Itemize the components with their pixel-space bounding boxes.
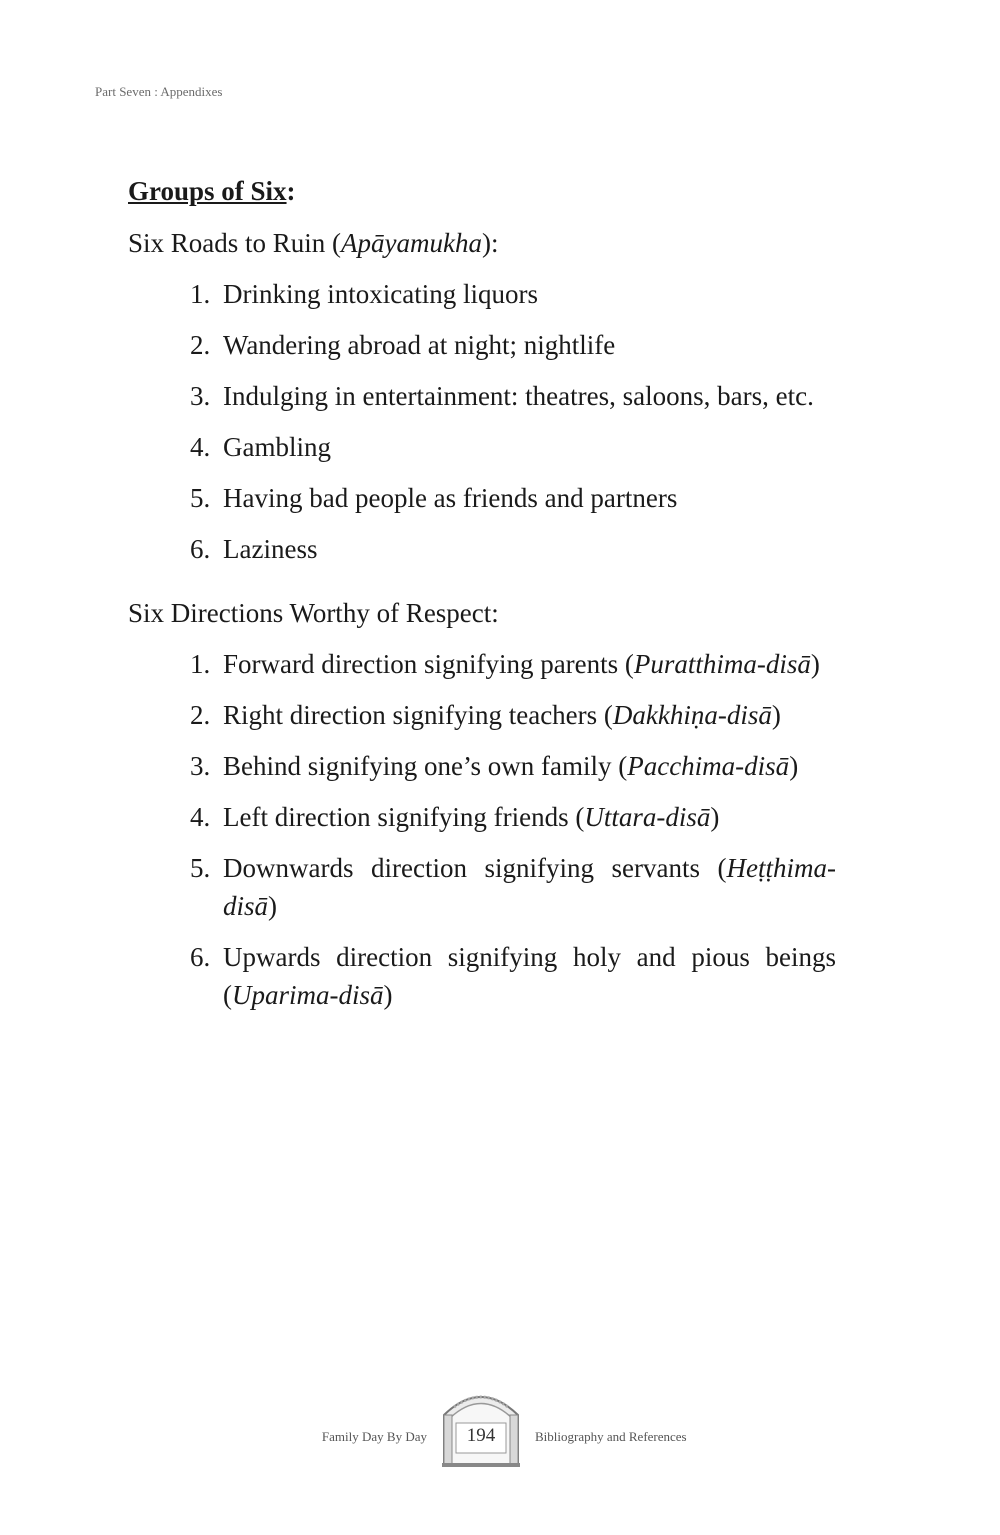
item-number: 4.	[190, 432, 211, 462]
item-text: Downwards direction signifying servants (	[223, 853, 727, 883]
item-text: Left direction signifying friends (	[223, 802, 585, 832]
item-text: Forward direction signifying parents (	[223, 649, 634, 679]
item-text: Indulging in entertainment: theatres, saloons, bars, etc.	[223, 381, 814, 411]
list-item	[190, 938, 836, 1014]
footer-book-title: Family Day By Day	[321, 1429, 427, 1444]
item-close: )	[810, 649, 820, 679]
group-title-directions: Six Directions Worthy of Respect:	[128, 598, 499, 628]
item-close: )	[789, 751, 799, 781]
list-item	[190, 275, 836, 313]
item-text: Having bad people as friends and partners	[223, 483, 678, 513]
list-item	[190, 747, 836, 785]
item-number: 6.	[190, 942, 211, 972]
item-term: Heṭṭhima-disā	[223, 853, 836, 921]
item-number: 2.	[190, 700, 211, 730]
item-text: Drinking intoxicating liquors	[223, 279, 538, 309]
list-item	[190, 428, 836, 466]
item-close: )	[268, 891, 278, 921]
running-head: Part Seven : Appendixes	[95, 84, 223, 99]
item-number: 3.	[190, 751, 211, 781]
item-text: Upwards direction signifying holy and pious beings (	[223, 942, 836, 1010]
item-close: )	[383, 980, 393, 1010]
item-number: 1.	[190, 279, 211, 309]
group-title-text: Six Roads to Ruin (	[128, 228, 342, 258]
item-number: 5.	[190, 853, 211, 883]
item-number: 2.	[190, 330, 211, 360]
item-term: Puratthima-disā	[633, 649, 811, 679]
page-content	[128, 172, 836, 1027]
item-number: 3.	[190, 381, 211, 411]
list-item	[190, 696, 836, 734]
item-term: Uttara-disā	[584, 802, 711, 832]
group-title-close: ):	[482, 228, 499, 258]
item-term: Pacchima-disā	[627, 751, 790, 781]
page-number: 194	[466, 1425, 496, 1446]
section-heading-colon: :	[286, 176, 296, 206]
list-item	[190, 798, 836, 836]
directions-list	[128, 645, 836, 1014]
footer-section-title: Bibliography and References	[535, 1429, 687, 1444]
list-item	[190, 326, 836, 364]
list-item	[190, 849, 836, 925]
item-number: 1.	[190, 649, 211, 679]
list-item	[190, 479, 836, 517]
list-item	[190, 377, 836, 415]
item-text: Gambling	[223, 432, 331, 462]
page-footer	[0, 1385, 1000, 1470]
item-number: 6.	[190, 534, 211, 564]
item-number: 4.	[190, 802, 211, 832]
item-text: Right direction signifying teachers (	[223, 700, 613, 730]
item-close: )	[710, 802, 720, 832]
list-item	[190, 530, 836, 568]
section-heading-text: Groups of Six	[128, 176, 287, 206]
group-title-roads-to-ruin	[128, 224, 836, 262]
section-heading	[128, 172, 836, 212]
item-text: Laziness	[223, 534, 318, 564]
item-text: Wandering abroad at night; nightlife	[223, 330, 616, 360]
item-number: 5.	[190, 483, 211, 513]
item-term: Dakkhiṇa-disā	[612, 700, 772, 730]
item-term: Uparima-disā	[232, 980, 384, 1010]
roads-to-ruin-list	[128, 275, 836, 568]
group-title-term: Apāyamukha	[341, 228, 482, 258]
item-close: )	[771, 700, 781, 730]
item-text: Behind signifying one’s own family (	[223, 751, 628, 781]
list-item	[190, 645, 836, 683]
